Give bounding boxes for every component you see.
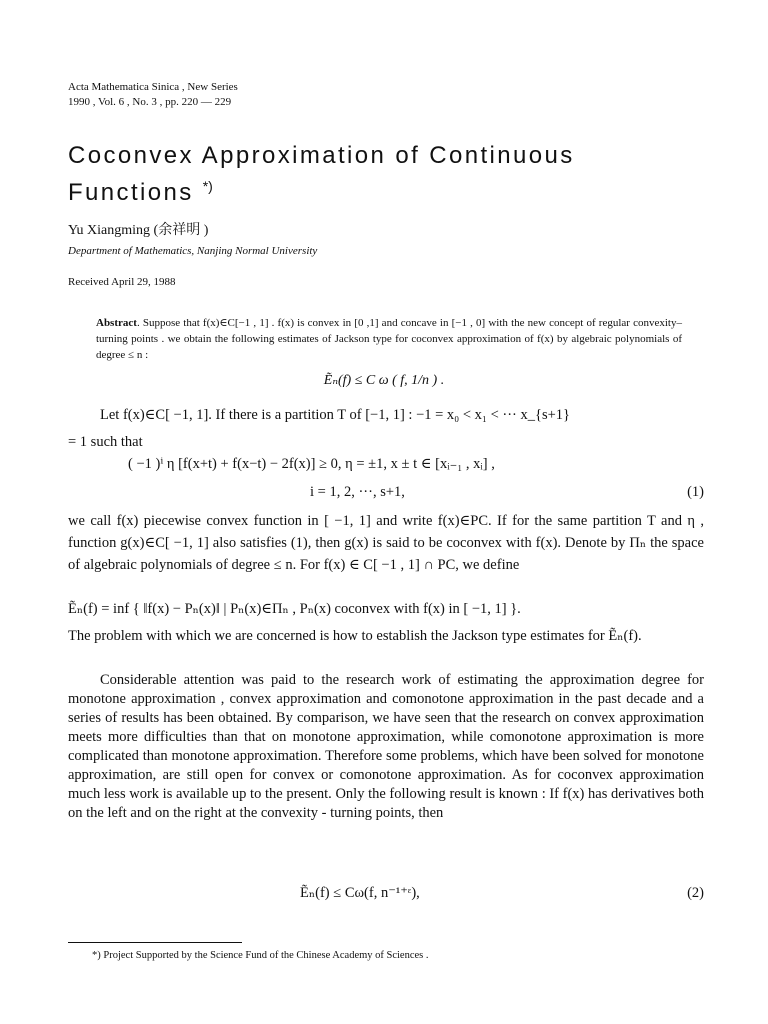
title-line-1: Coconvex Approximation of Continuous [68,142,575,169]
title-line-2: Functions [68,179,194,206]
received-date: Received April 29, 1988 [68,276,176,288]
abstract [96,315,682,363]
paragraph-3: The problem with which we are concerned is how to establish the Jackson type estimates for Ẽₙ(f). [68,628,642,644]
paragraph-4: Considerable attention was paid to the research work of estimating the approximation degree for monotone approximation , convex approximation and comonotone approximation in the past decade and a series of results has been obtained. By comparison, we have seen that the research on convex approximation meets more difficulties than that on monotone approximation, while comonotone approximation is more complicated than monotone approximation. Therefore some problems, which have been solved for monotone approximation, are still open for convex or comonotone approximation. As for coconvex approximation much less work is available up to the present. Only the following result is known : If f(x) has derivatives both on the left and on the right at the convexity - turning points, then [68,672,704,821]
paragraph-1-line-2: = 1 such that [68,434,143,450]
abstract-text: . Suppose that f(x)∈C[−1 , 1] . f(x) is convex in [0 ,1] and concave in [−1 , 0] with the new concept of regular convexity–turning points . we obtain the following estimates of Jackson type for coconvex approximation of f(x) by algebraic polynomials of degree ≤ n : [96,317,682,361]
equation-1-number: (1) [687,484,704,500]
journal-line-1: Acta Mathematica Sinica , New Series [68,81,238,93]
equation-1-line-2: i = 1, 2, ···, s+1, [310,484,405,500]
footnote-divider [68,942,242,943]
paragraph-1-line-1: Let f(x)∈C[ −1, 1]. If there is a partition T of [−1, 1] : −1 = x₀ < x₁ < ··· x_{s+1} [100,407,570,423]
journal-header [68,80,238,110]
footnote: *) Project Supported by the Science Fund of the Chinese Academy of Sciences . [92,950,429,961]
paragraph-2: we call f(x) piecewise convex function in [ −1, 1] and write f(x)∈PC. If for the same partition T and η , function g(x)∈C[ −1, 1] also satisfies (1), then g(x) is said to be coconvex with f(x). Denote by Πₙ the space of algebraic polynomials of degree ≤ n. For f(x) ∈ C[ −1 , 1] ∩ PC, we define [68,513,704,573]
abstract-label: Abstract [96,317,137,329]
author-affiliation: Department of Mathematics, Nanjing Normal University [68,245,318,257]
definition-line: Ẽₙ(f) = inf { ‖f(x) − Pₙ(x)‖ | Pₙ(x)∈Πₙ , Pₙ(x) coconvex with f(x) in [ −1, 1] }. [68,601,521,617]
author-name: Yu Xiangming (余祥明 ) [68,223,209,238]
journal-line-2: 1990 , Vol. 6 , No. 3 , pp. 220 — 229 [68,96,232,108]
title-footnote-mark: *) [202,178,213,194]
equation-1-line-1: ( −1 )ⁱ η [f(x+t) + f(x−t) − 2f(x)] ≥ 0, η = ±1, x ± t ∈ [xᵢ₋₁ , xᵢ] , [128,456,495,472]
equation-2: Ẽₙ(f) ≤ Cω(f, n⁻¹⁺ᵋ), [300,885,420,901]
equation-2-number: (2) [687,885,704,901]
paper-title [68,141,728,208]
abstract-equation: Ẽₙ(f) ≤ C ω ( f, 1/n ) . [323,373,445,388]
